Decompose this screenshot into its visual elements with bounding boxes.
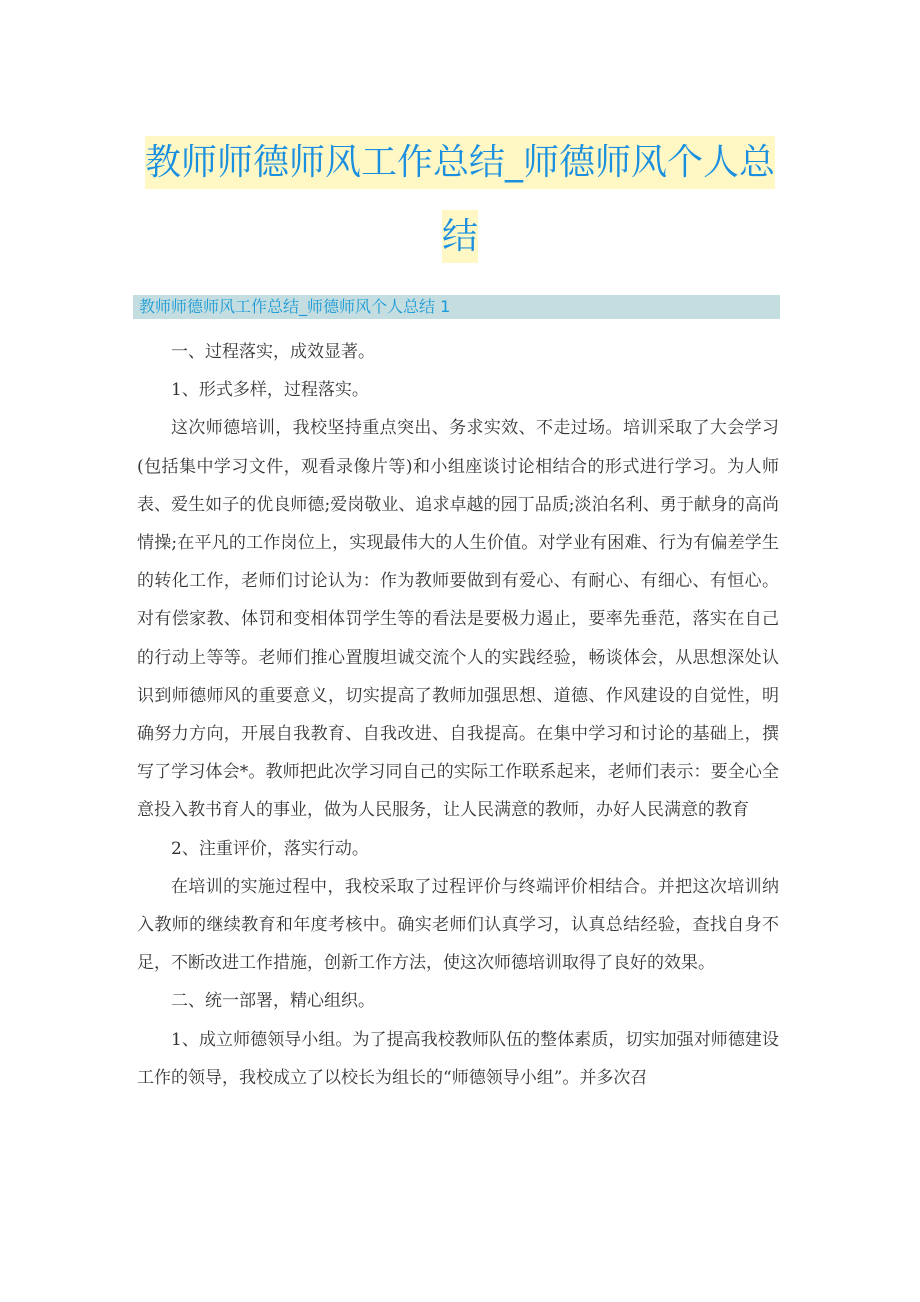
paragraph: 1、成立师德领导小组。为了提高我校教师队伍的整体素质，切实加强对师德建设工作的领导，我校成立了以校长为组长的“师德领导小组”。并多次召 [137, 1029, 779, 1088]
paragraph-heading-1: 一、过程落实，成效显著。 [171, 342, 375, 362]
paragraph-heading-2: 二、统一部署，精心组织。 [171, 991, 375, 1012]
paragraph: 在培训的实施过程中，我校采取了过程评价与终端评价相结合。并把这次培训纳入教师的继续教育和年度考核中。确实老师们认真学习，认真总结经验，查找自身不足，不断改进工作措施，创新工作方法，使这次师德培训取得了良好的效果。 [137, 876, 779, 974]
document-title [130, 126, 790, 274]
paragraph: 这次师德培训，我校坚持重点突出、务求实效、不走过场。培训采取了大会学习(包括集中学习文件，观看录像片等)和小组座谈讨论相结合的形式进行学习。为人师表、爱生如子的优良师德;爱岗敬业、追求卓越的园丁品质;淡泊名利、勇于献身的高尚情操;在平凡的工作岗位上，实现最伟大的人生价值。对学业有困难、行为有偏差学生的转化工作，老师们讨论认为：作为教师要做到有爱心、有耐心、有细心、有恒心。对有偿家教、体罚和变相体罚学生等的看法是要极力遏止，要率先垂范，落实在自己的行动上等等。老师们推心置腹坦诚交流个人的实践经验，畅谈体会，从思想深处认识到师德师风的重要意义，切实提高了教师加强思想、道德、作风建设的自觉性，明确努力方向，开展自我教育、自我改进、自我提高。在集中学习和讨论的基础上，撰写了学习体会*。教师把此次学习同自己的实际工作联系起来，老师们表示：要全心全意投入教书育人的事业，做为人民服务，让人民满意的教师，办好人民满意的教育 [137, 418, 779, 821]
section-heading: 教师师德师风工作总结_师德师风个人总结 1 [133, 295, 780, 319]
document-title-text: 教师师德师风工作总结_师德师风个人总结 [145, 136, 775, 263]
document-body [137, 333, 779, 1097]
paragraph-subheading-2: 2、注重评价，落实行动。 [171, 838, 369, 859]
paragraph-subheading-1: 1、形式多样，过程落实。 [171, 380, 369, 401]
